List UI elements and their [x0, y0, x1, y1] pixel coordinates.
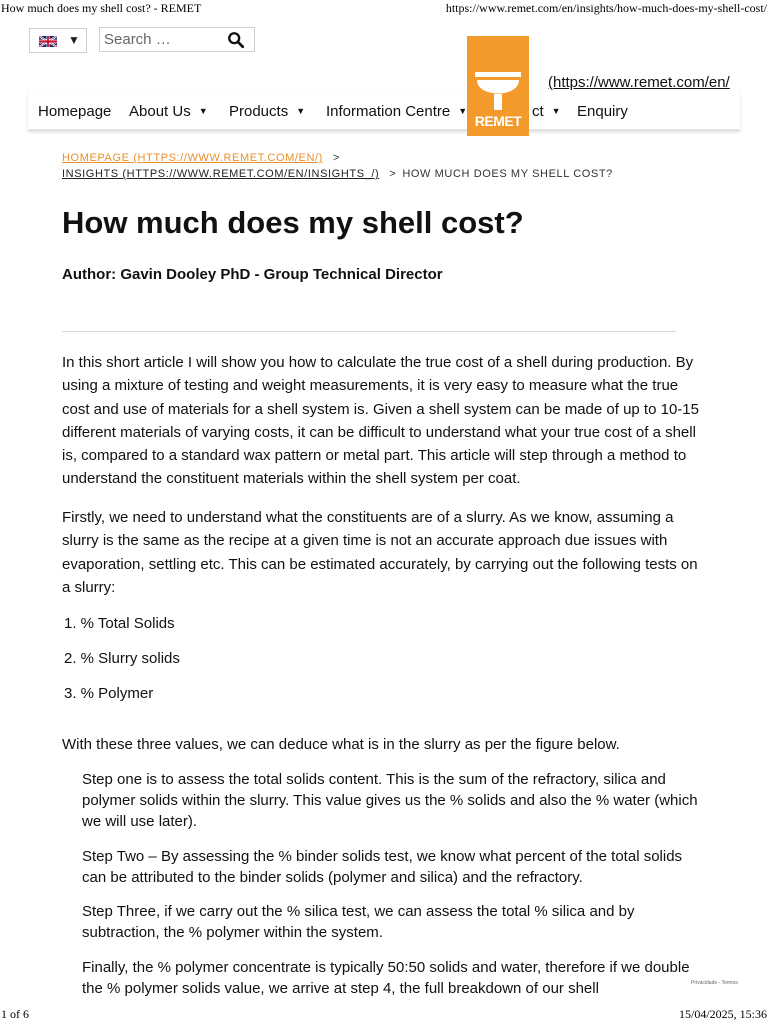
caret-down-icon: ▼ [198, 106, 208, 116]
step-paragraph: Finally, the % polymer concentrate is typically 50:50 solids and water, therefore if we double the % polymer solids value, we arrive at step 4, the full breakdown of our shell [82, 959, 690, 997]
search-box [99, 27, 255, 52]
list-item: 3. % Polymer [64, 685, 154, 702]
nav-item-label: Information Centre [326, 103, 451, 120]
recaptcha-badge-text[interactable]: Privacidade - Termos [691, 980, 738, 986]
article-paragraph: Firstly, we need to understand what the constituents are of a slurry. As we know, assuming a slurry is the same as the recipe at a given time is not an accurate approach due issues with evaporation, settling etc. This can be estimated accurately, by carrying out the following tests on a slurry: [62, 509, 698, 596]
breadcrumb-insights-link[interactable]: INSIGHTS (HTTPS://WWW.REMET.COM/EN/INSIGHTS_/) [62, 168, 380, 180]
list-item: 2. % Slurry solids [64, 650, 180, 667]
uk-flag-icon [39, 36, 57, 47]
nav-item-label: Enquiry [577, 103, 628, 120]
nav-item-about-us[interactable] [129, 103, 208, 120]
page-title: How much does my shell cost? [62, 205, 524, 240]
nav-item-products[interactable] [229, 103, 305, 120]
breadcrumb-separator: > [389, 168, 397, 180]
breadcrumb-home-link[interactable]: HOMEPAGE (HTTPS://WWW.REMET.COM/EN/) [62, 152, 323, 164]
print-header [0, 0, 768, 16]
logo-text: REMET [474, 113, 522, 129]
nav-item-label: ct [532, 103, 544, 120]
nav-item-label: Products [229, 103, 289, 120]
nav-item-label: Homepage [38, 103, 112, 120]
print-datetime: 15/04/2025, 15:36 [678, 1007, 767, 1021]
breadcrumb-current: HOW MUCH DOES MY SHELL COST? [402, 168, 613, 180]
print-page-title: How much does my shell cost? - REMET [1, 1, 202, 15]
step-paragraph: Step Three, if we carry out the % silica test, we can assess the total % silica and by subtraction, the % polymer within the system. [82, 903, 635, 941]
nav-item-label: About Us [129, 103, 191, 120]
caret-down-icon: ▼ [458, 106, 468, 116]
breadcrumb [62, 150, 702, 182]
breadcrumb-separator: > [332, 152, 340, 164]
print-footer [0, 1008, 768, 1024]
list-item: 1. % Total Solids [64, 615, 175, 632]
main-navigation [28, 92, 740, 130]
step-paragraph: Step Two – By assessing the % binder solids test, we know what percent of the total solids can be attributed to the binder solids (polymer and silica) and the refractory. [82, 848, 683, 886]
nav-item-enquiry[interactable] [577, 103, 628, 120]
article-author: Author: Gavin Dooley PhD - Group Technical Director [62, 266, 443, 283]
chevron-down-icon: ▼ [68, 33, 80, 47]
step-paragraph: Step one is to assess the total solids content. This is the sum of the refractory, silica and polymer solids within the slurry. This value gives us the % solids and also the % water (which we will use later). [82, 771, 698, 830]
remet-logo[interactable] [467, 36, 529, 136]
article-paragraph: In this short article I will show you how to calculate the true cost of a shell during production. By using a mixture of testing and weight measurements, it is very easy to measure what the true cost and use of materials for a shell system is. Given a shell system can be made of up to 10-15 different materials of varying costs, it can be difficult to understand what your true cost of a shell is, compared to a standard wax pattern or metal part. This article will step through a method to understand the constituent materials within the shell system per coat. [62, 354, 699, 488]
figure-intro: With these three values, we can deduce what is in the slurry as per the figure below. [62, 736, 620, 753]
nav-item-contact[interactable] [532, 103, 561, 120]
caret-down-icon: ▼ [551, 106, 561, 116]
print-page-url: https://www.remet.com/en/insights/how-much-does-my-shell-cost/ [445, 1, 767, 15]
search-icon[interactable] [227, 31, 245, 49]
print-page-number: 1 of 6 [1, 1007, 29, 1021]
nav-item-information-centre[interactable] [326, 103, 467, 120]
caret-down-icon: ▼ [296, 106, 306, 116]
search-input[interactable] [104, 30, 222, 49]
nav-item-homepage[interactable] [38, 103, 111, 120]
home-link[interactable]: (https://www.remet.com/en/ [548, 74, 730, 91]
language-selector[interactable] [29, 28, 87, 53]
divider [62, 331, 676, 332]
